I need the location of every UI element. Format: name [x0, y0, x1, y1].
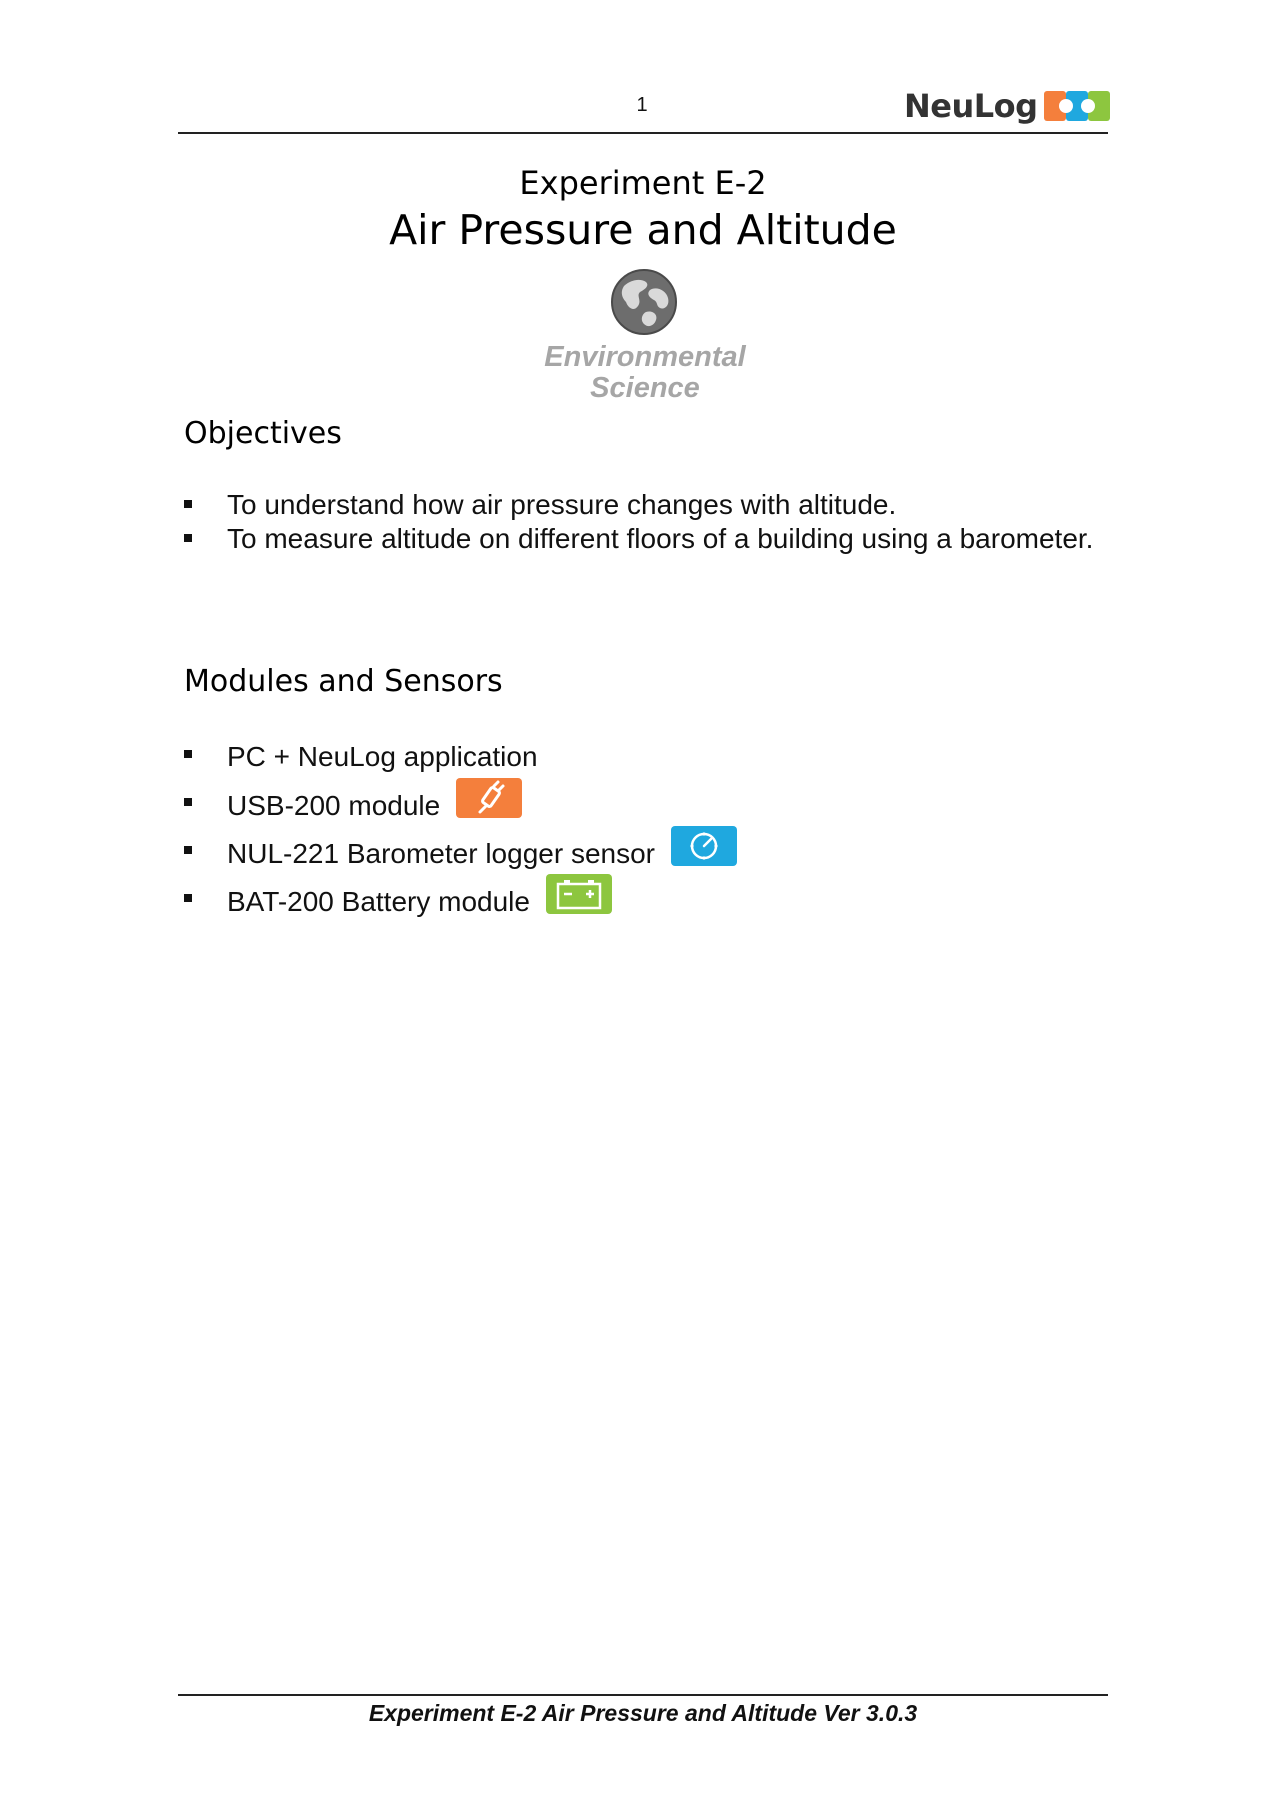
objectives-list — [184, 488, 1104, 556]
experiment-label: Experiment E-2 — [519, 164, 767, 202]
neulog-mark-icon — [1044, 89, 1110, 123]
page-number: 1 — [636, 94, 648, 116]
objective-text: To measure altitude on different floors of a building using a barometer. — [227, 523, 1094, 554]
barometer-sensor-icon — [671, 826, 737, 866]
list-item — [184, 834, 1104, 882]
modules-list — [184, 738, 1104, 930]
header-rule — [178, 132, 1108, 134]
footer-text: Experiment E-2 Air Pressure and Altitude Ver 3.0.3 — [368, 1700, 918, 1726]
module-label: NUL-221 Barometer logger sensor — [227, 838, 655, 869]
module-label: BAT-200 Battery module — [227, 886, 530, 917]
usb-module-icon — [456, 778, 522, 818]
list-item — [184, 738, 1104, 786]
experiment-title: Air Pressure and Altitude — [389, 206, 897, 254]
list-item — [184, 522, 1104, 556]
bullet-square-icon — [184, 750, 192, 758]
objectives-heading: Objectives — [184, 416, 342, 451]
objective-text: To understand how air pressure changes with altitude. — [227, 489, 897, 520]
bullet-square-icon — [184, 894, 192, 902]
bullet-square-icon — [184, 534, 192, 542]
battery-module-icon — [546, 874, 612, 914]
list-item — [184, 882, 1104, 930]
category-line-1: Environmental — [544, 341, 746, 373]
module-label: PC + NeuLog application — [227, 740, 538, 772]
brand-name: NeuLog — [904, 87, 1038, 125]
module-label: USB-200 module — [227, 790, 441, 821]
modules-heading: Modules and Sensors — [184, 664, 503, 699]
environmental-science-label — [500, 342, 790, 404]
bullet-square-icon — [184, 798, 192, 806]
list-item — [184, 786, 1104, 834]
bullet-square-icon — [184, 500, 192, 508]
footer-rule — [178, 1694, 1108, 1696]
neulog-brand-logo — [904, 84, 1110, 128]
list-item — [184, 488, 1104, 522]
category-line-2: Science — [590, 372, 700, 404]
globe-icon — [610, 268, 678, 336]
bullet-square-icon — [184, 846, 192, 854]
